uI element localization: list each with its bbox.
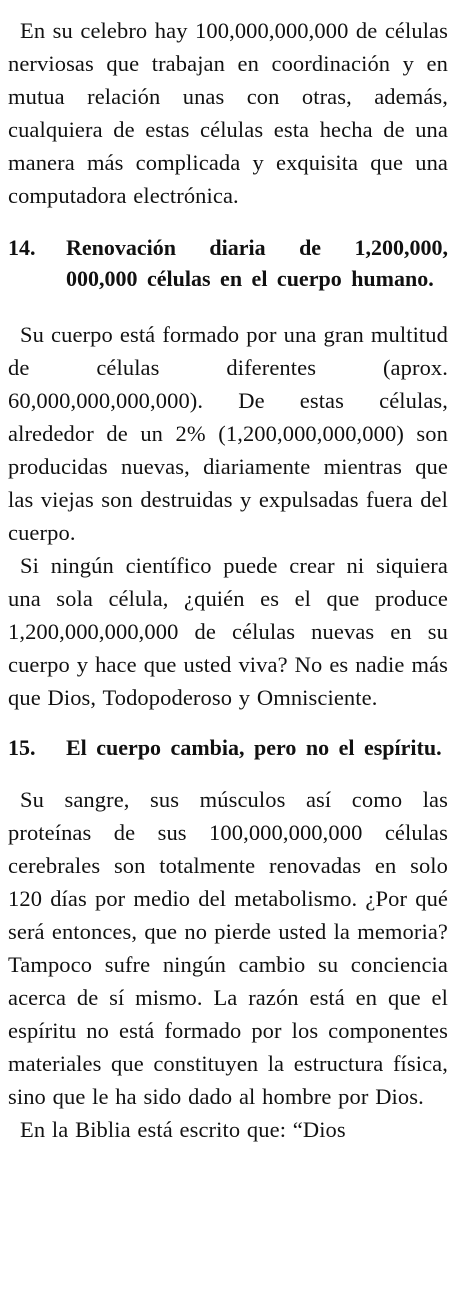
section-title: El cuerpo cambia, pero no el espíritu. <box>66 735 442 760</box>
section-number: 15. <box>8 735 36 760</box>
section-heading-15 <box>8 732 448 763</box>
paragraph-brain-cells: En su celebro hay 100,000,000,000 de células nerviosas que trabajan en coordinación y en mutua relación unas con otras, además, cualquiera de estas células esta hecha de una manera más complicada y exquisita que una computadora electrónica. <box>8 18 448 208</box>
section-heading-14 <box>8 232 448 294</box>
paragraph-bible-quote: En la Biblia está escrito que: “Dios <box>20 1117 346 1142</box>
section-title: Renovación diaria de 1,200,000, 000,000 células en el cuerpo humano. <box>66 235 448 291</box>
paragraph-who-creates: Si ningún científico puede crear ni siquiera una sola célula, ¿quién es el que produce 1,200,000,000,000 de células nuevas en su cuerpo y hace que usted viva? No es nadie más que Dios, Todopoderoso y Omnisciente. <box>8 553 448 710</box>
paragraph-body-cells: Su cuerpo está formado por una gran multitud de células diferentes (aprox. 60,000,000,000,000). De estas células, alrededor de un 2% (1,200,000,000,000) son producidas nuevas, diariamente mientras que las viejas son destruidas y expulsadas fuera del cuerpo. <box>8 322 448 545</box>
paragraph-metabolism: Su sangre, sus músculos así como las proteínas de sus 100,000,000,000 células cerebrales son totalmente renovadas en solo 120 días por medio del metabolismo. ¿Por qué será entonces, que no pierde usted la memoria? Tampoco sufre ningún cambio su conciencia acerca de sí mismo. La razón está en que el espíritu no está formado por los componentes materiales que constituyen la estructura física, sino que le ha sido dado al hombre por Dios. <box>8 787 448 1109</box>
section-number: 14. <box>8 235 36 260</box>
document-page <box>8 14 448 1146</box>
